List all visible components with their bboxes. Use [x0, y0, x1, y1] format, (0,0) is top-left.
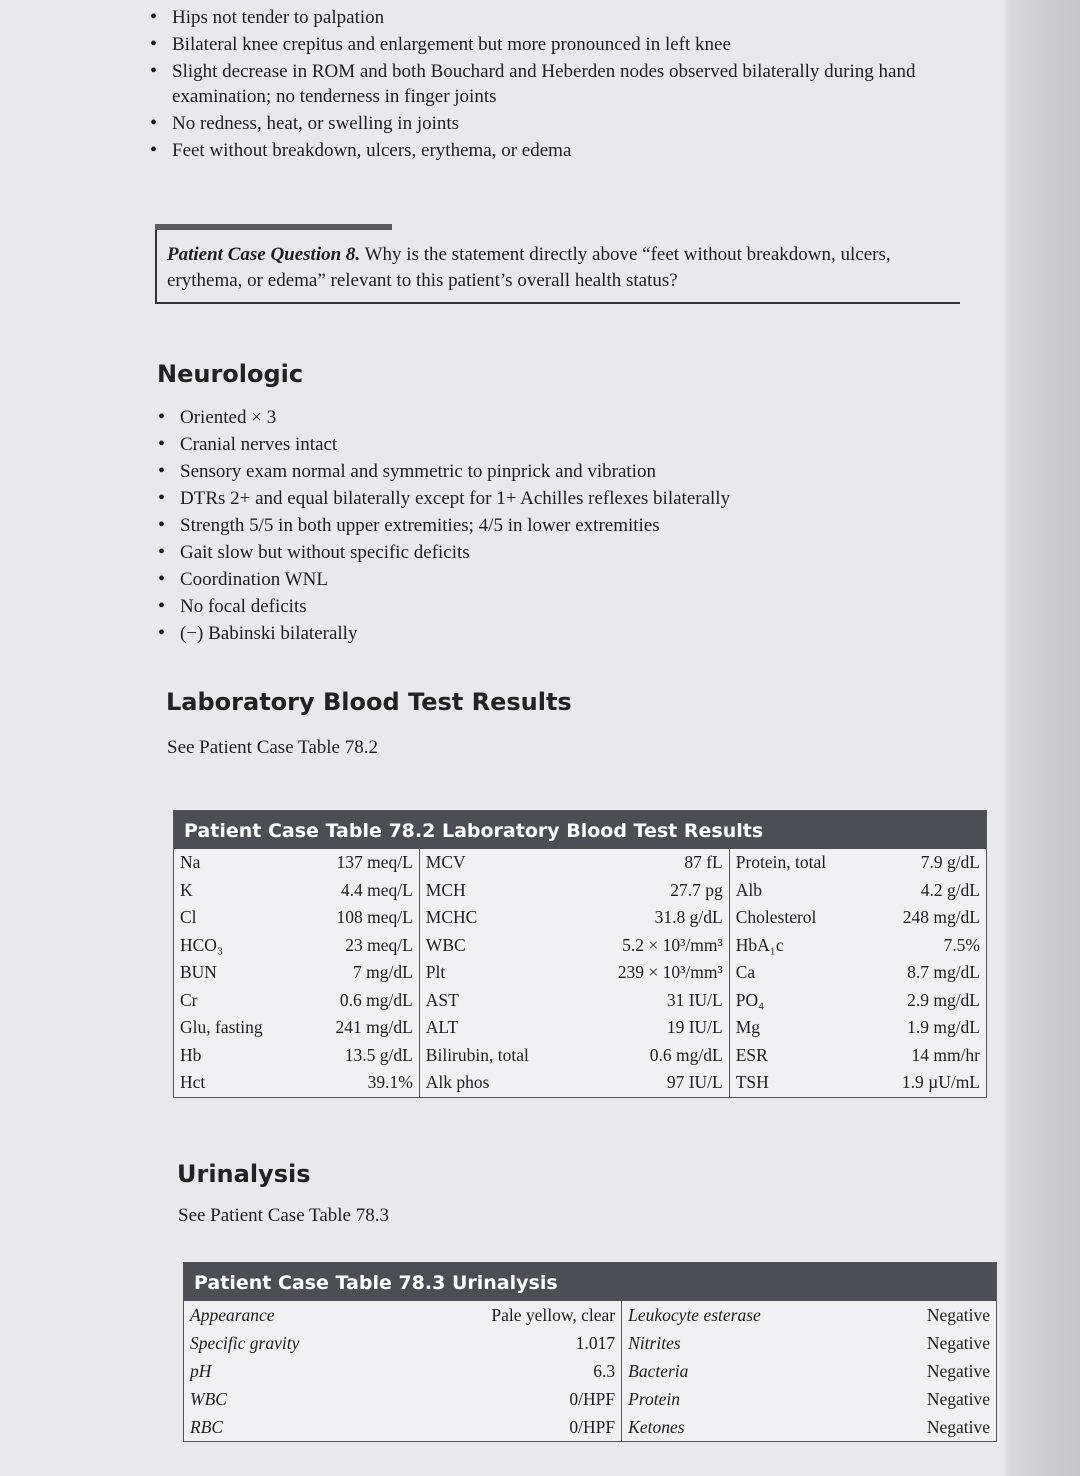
cell-value: 31.8 g/dL — [573, 904, 729, 932]
cell-value: 97 IU/L — [573, 1069, 729, 1097]
cell-value: 6.3 — [390, 1357, 621, 1385]
cell-value: 19 IU/L — [573, 1014, 729, 1042]
table-row — [174, 932, 986, 960]
musculoskeletal-list — [150, 5, 970, 165]
urinalysis-grid — [184, 1301, 996, 1441]
table-row — [174, 877, 986, 905]
cell-value: 1.9 mg/dL — [907, 1017, 980, 1038]
list-item: • Hips not tender to palpation — [150, 5, 970, 30]
cell-value: 137 meq/L — [300, 849, 419, 877]
cell-value: 248 mg/dL — [902, 907, 980, 928]
cell-label: MCH — [425, 879, 466, 900]
lab-results-grid — [174, 849, 986, 1097]
cell-value: 241 mg/dL — [300, 1014, 419, 1042]
neurologic-heading: Neurologic — [157, 360, 304, 388]
cell-label: AST — [425, 989, 459, 1010]
cell-label: Protein — [628, 1388, 680, 1409]
cell-label: WBC — [425, 934, 466, 955]
cell-label: Cholesterol — [735, 907, 817, 928]
list-item: • DTRs 2+ and equal bilaterally except for 1+ Achilles reflexes bilaterally — [158, 486, 958, 511]
cell-value: 7.9 g/dL — [920, 852, 980, 873]
cell-label: pH — [190, 1360, 212, 1381]
cell-value: 39.1% — [300, 1069, 419, 1097]
cell-value: 1.9 µU/mL — [901, 1072, 980, 1093]
cell-label: Ketones — [628, 1416, 685, 1437]
cell-value: 1.017 — [390, 1329, 621, 1357]
cell-value: 239 × 10³/mm³ — [573, 959, 729, 987]
cell-label: Ca — [735, 962, 756, 983]
cell-label: BUN — [180, 962, 217, 983]
cell-label: Appearance — [190, 1304, 275, 1325]
cell-value: 31 IU/L — [573, 987, 729, 1015]
cell-value: 8.7 mg/dL — [907, 962, 980, 983]
table-row — [184, 1301, 996, 1329]
cell-value: 2.9 mg/dL — [907, 989, 980, 1010]
cell-value: 0.6 mg/dL — [573, 1042, 729, 1070]
cell-label: Cl — [180, 907, 197, 928]
cell-label: Na — [180, 852, 201, 873]
cell-label: Bacteria — [628, 1360, 689, 1381]
question-text: Why is the statement directly above “feet without breakdown, ulcers, erythema, or edema” relevant to this patient’s overall health status? — [167, 244, 891, 291]
table-row — [174, 849, 986, 877]
cell-label: Alk phos — [425, 1072, 490, 1093]
table-row — [174, 1069, 986, 1097]
list-item: • Strength 5/5 in both upper extremities; 4/5 in lower extremities — [158, 513, 958, 538]
page-fold — [1004, 0, 1010, 1476]
cell-label: Hct — [180, 1072, 206, 1093]
cell-value: 0.6 mg/dL — [300, 987, 419, 1015]
table-row — [174, 987, 986, 1015]
cell-label: K — [180, 879, 193, 900]
question-label: Patient Case Question 8. — [167, 244, 361, 265]
table-row — [174, 1014, 986, 1042]
cell-label: Plt — [425, 962, 446, 983]
urinalysis-heading: Urinalysis — [177, 1160, 311, 1188]
cell-value: Negative — [926, 1388, 990, 1409]
cell-label: Alb — [735, 879, 762, 900]
lab-see-table: See Patient Case Table 78.2 — [167, 737, 378, 758]
list-item: • Slight decrease in ROM and both Bouchard and Heberden nodes observed bilaterally during hand examination; no tenderness in finger joints — [150, 59, 970, 109]
cell-value: Negative — [926, 1304, 990, 1325]
list-item: • Coordination WNL — [158, 567, 958, 592]
cell-label: ESR — [735, 1044, 768, 1065]
cell-label: Protein, total — [735, 852, 827, 873]
cell-label: HCO₃ — [180, 934, 224, 955]
urinalysis-see-table: See Patient Case Table 78.3 — [178, 1205, 389, 1226]
cell-value: 0/HPF — [390, 1385, 621, 1413]
cell-value: 0/HPF — [390, 1413, 621, 1441]
cell-label: Hb — [180, 1044, 202, 1065]
table-title: Patient Case Table 78.2 Laboratory Blood Test Results — [174, 811, 986, 849]
cell-value: Negative — [926, 1332, 990, 1353]
list-item: • Gait slow but without specific deficits — [158, 540, 958, 565]
cell-value: 108 meq/L — [300, 904, 419, 932]
table-row — [184, 1329, 996, 1357]
table-row — [184, 1385, 996, 1413]
lab-heading: Laboratory Blood Test Results — [166, 688, 572, 716]
cell-value: 27.7 pg — [573, 877, 729, 905]
cell-label: TSH — [735, 1072, 769, 1093]
urinalysis-table — [183, 1262, 997, 1442]
cell-value: 13.5 g/dL — [300, 1042, 419, 1070]
table-row — [174, 904, 986, 932]
cell-label: PO₄ — [735, 989, 765, 1010]
cell-label: HbA₁c — [735, 934, 784, 955]
cell-label: Cr — [180, 989, 198, 1010]
cell-value: Pale yellow, clear — [390, 1301, 621, 1329]
table-title: Patient Case Table 78.3 Urinalysis — [184, 1263, 996, 1301]
neurologic-list — [158, 405, 958, 648]
cell-value: 7.5% — [943, 934, 980, 955]
cell-label: Bilirubin, total — [425, 1044, 529, 1065]
table-row — [184, 1413, 996, 1441]
list-item: • No redness, heat, or swelling in joints — [150, 111, 970, 136]
cell-label: Leukocyte esterase — [628, 1304, 761, 1325]
list-item: • Sensory exam normal and symmetric to pinprick and vibration — [158, 459, 958, 484]
list-item: • Cranial nerves intact — [158, 432, 958, 457]
cell-label: Nitrites — [628, 1332, 681, 1353]
question-box — [155, 226, 960, 304]
cell-label: MCV — [425, 852, 466, 873]
cell-value: 14 mm/hr — [911, 1044, 980, 1065]
cell-value: Negative — [926, 1416, 990, 1437]
list-item: • (−) Babinski bilaterally — [158, 621, 958, 646]
table-row — [184, 1357, 996, 1385]
cell-value: Negative — [926, 1360, 990, 1381]
cell-label: WBC — [190, 1388, 227, 1409]
cell-label: MCHC — [425, 907, 478, 928]
cell-label: RBC — [190, 1416, 224, 1437]
page-edge — [1010, 0, 1080, 1476]
lab-results-table — [173, 810, 987, 1098]
table-row — [174, 959, 986, 987]
cell-value: 23 meq/L — [300, 932, 419, 960]
cell-label: Mg — [735, 1017, 761, 1038]
table-row — [174, 1042, 986, 1070]
cell-label: Specific gravity — [190, 1332, 300, 1353]
question-bar — [155, 224, 392, 230]
cell-label: Glu, fasting — [180, 1017, 263, 1038]
cell-value: 7 mg/dL — [300, 959, 419, 987]
cell-value: 5.2 × 10³/mm³ — [573, 932, 729, 960]
list-item: • Feet without breakdown, ulcers, erythema, or edema — [150, 138, 970, 163]
list-item: • No focal deficits — [158, 594, 958, 619]
cell-label: ALT — [425, 1017, 459, 1038]
cell-value: 87 fL — [573, 849, 729, 877]
list-item: • Bilateral knee crepitus and enlargement but more pronounced in left knee — [150, 32, 970, 57]
cell-value: 4.4 meq/L — [300, 877, 419, 905]
list-item: • Oriented × 3 — [158, 405, 958, 430]
cell-value: 4.2 g/dL — [920, 879, 980, 900]
